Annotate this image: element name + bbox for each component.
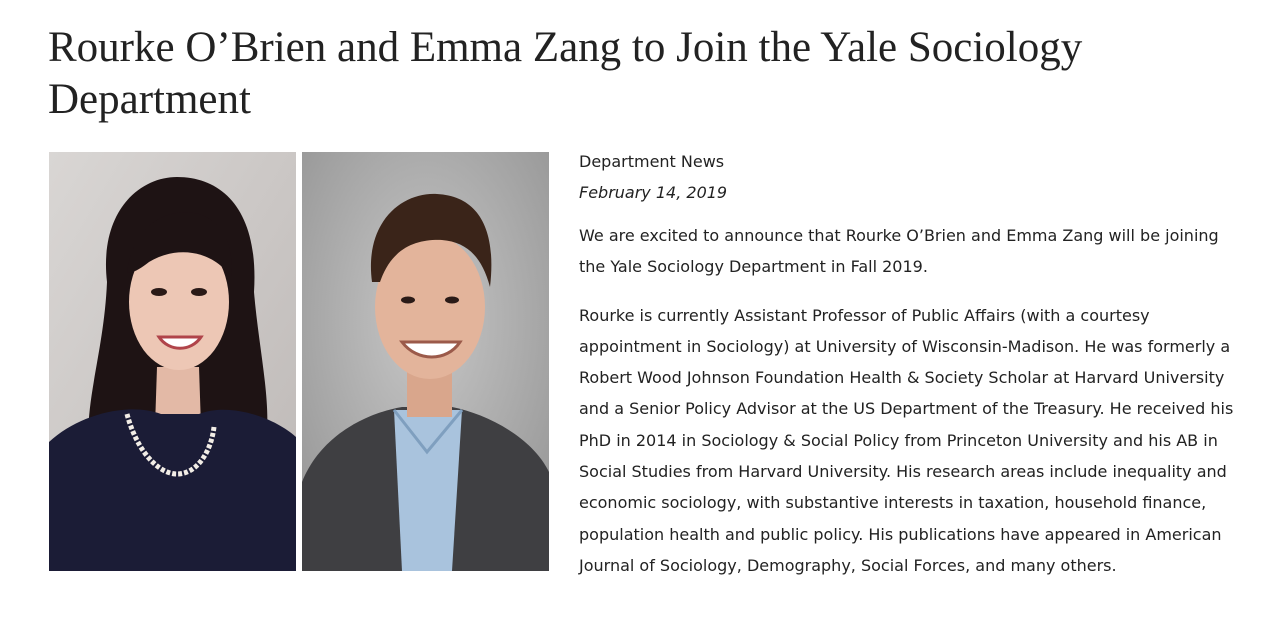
article-body — [579, 150, 1249, 581]
article-title: Rourke O’Brien and Emma Zang to Join the Yale Sociology Department — [48, 24, 1083, 123]
article-category: Department News — [579, 152, 725, 171]
portrait-emma-zang — [49, 152, 296, 571]
article-paragraph: Rourke is currently Assistant Professor of Public Affairs (with a courtesy appointment in Sociology) at University of Wisconsin-Madison. He was formerly a Robert Wood Johnson Foundation Health & Society Scholar at Harvard University and a Senior Policy Advisor at the US Department of the Treasury. He received his PhD in 2014 in Sociology & Social Policy from Princeton University and his AB in Social Studies from Harvard University. His research areas include inequality and economic sociology, with substantive interests in taxation, household finance, population health and public policy. His publications have appeared in American Journal of Sociology, Demography, Social Forces, and many others. — [579, 305, 1234, 575]
portrait-rourke-obrien-image — [302, 152, 549, 571]
article-paragraph: We are excited to announce that Rourke O’Brien and Emma Zang will be joining the Yale Sociology Department in Fall 2019. — [579, 226, 1219, 277]
portrait-photos — [49, 152, 549, 571]
portrait-rourke-obrien — [302, 152, 549, 571]
portrait-emma-zang-image — [49, 152, 296, 571]
article-date: February 14, 2019 — [579, 183, 728, 202]
